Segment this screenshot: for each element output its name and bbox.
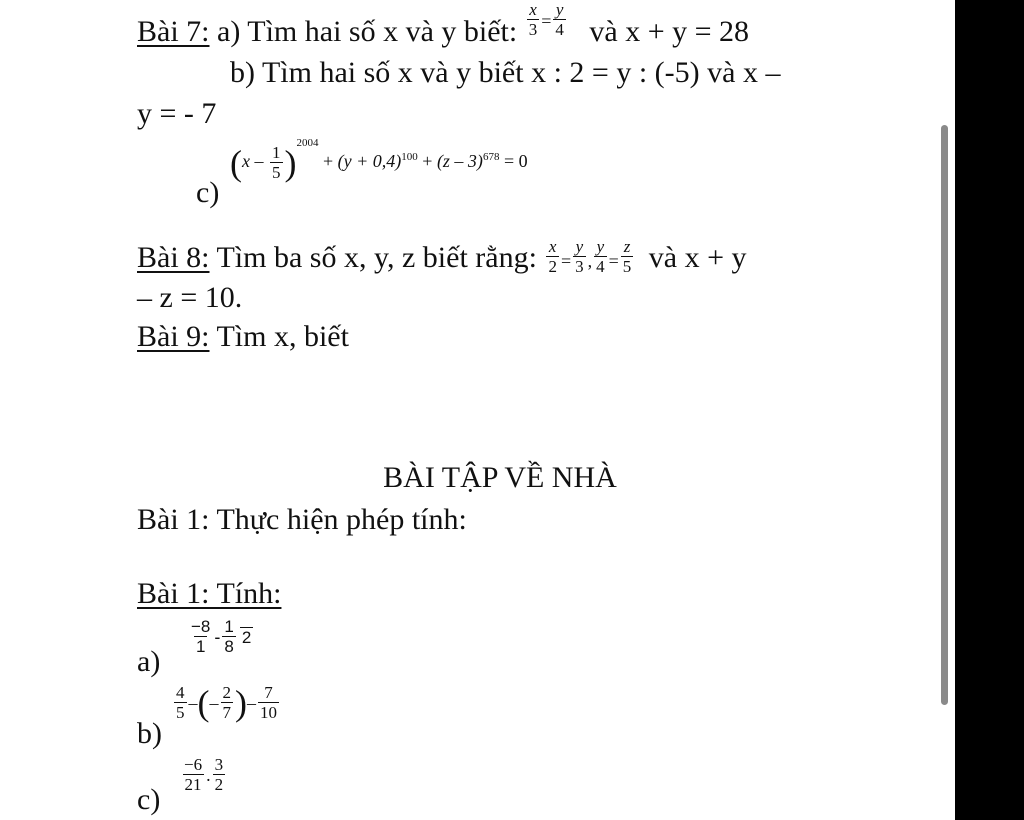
homework-a-frac1: $\frac{-8}{1}$ bbox=[191, 617, 211, 656]
vertical-scrollbar[interactable] bbox=[941, 125, 948, 705]
bai8-label: Bài 8: bbox=[137, 241, 210, 274]
homework-bai1-thuc-hien: Bài 1: Thực hiện phép tính: bbox=[137, 503, 467, 536]
bai7-a-tail: và x + y = 28 bbox=[589, 15, 750, 48]
homework-c-label: c) bbox=[137, 783, 161, 816]
homework-b-frac1: $\frac{4}{5}$ bbox=[176, 683, 185, 722]
bai9-text: Tìm x, biết bbox=[209, 320, 349, 353]
bai8-frac-z5: $\frac{z}{5}$ bbox=[622, 237, 632, 277]
homework-c-frac2: $\frac{3}{2}$ bbox=[214, 755, 224, 794]
bai7-frac-y4: $\frac{y}{4}$ bbox=[555, 0, 564, 40]
bai8-line: Bài 8: Tìm ba số x, y, z biết rằng: $\frac{x}{2}$ = $\frac{y}{3}$ , $\frac{y}{4}$ = $\frac{z}{5}$ và x + y bbox=[137, 237, 747, 277]
homework-b-label: b) bbox=[137, 717, 162, 750]
homework-a-expression: $\frac{-8}{1}$ - $\frac{1}{8}$ 2 bbox=[191, 617, 252, 656]
bai7-c-frac: $\frac{1}{5}$ bbox=[272, 142, 281, 182]
bai8-frac-y3: $\frac{y}{3}$ bbox=[575, 237, 584, 277]
bai7-a-text: a) Tìm hai số x và y biết: bbox=[209, 15, 525, 48]
bai9-line bbox=[137, 320, 349, 354]
bai7-c-label: c) bbox=[196, 176, 220, 209]
bai7-label: Bài 7: bbox=[137, 15, 210, 48]
homework-bai1-tinh: Bài 1: Tính: bbox=[137, 577, 282, 610]
homework-b-expression: $\frac{4}{5}$ –(– $\frac{2}{7}$ )– $\frac{7}{10}$ bbox=[176, 683, 277, 723]
bai8-frac-y4: $\frac{y}{4}$ bbox=[596, 237, 605, 277]
bai8-tail: và x + y bbox=[648, 241, 747, 274]
bai9-label: Bài 9: bbox=[137, 320, 210, 353]
bai7-c-expression: (x – $\frac{1}{5}$ )$^{2004} + (y + 0,4)^{100} + (z - 3)^{678} = 0$ bbox=[230, 137, 528, 183]
homework-a-label: a) bbox=[137, 645, 161, 678]
bai8-cont: – z = 10. bbox=[137, 281, 243, 314]
bai7-line-a: Bài 7: a) Tìm hai số x và y biết: $\frac{x}{3}$ = $\frac{y}{4}$ và x + y = 28 bbox=[137, 0, 750, 48]
homework-a-frac2: $\frac{1}{8}$ bbox=[224, 617, 234, 656]
homework-c-expression: $\frac{-6}{21}$ . $\frac{3}{2}$ bbox=[184, 755, 224, 794]
right-black-band bbox=[955, 0, 1024, 820]
bai7-frac-x3: $\frac{x}{3}$ bbox=[528, 0, 538, 40]
homework-a-frac3: 2 bbox=[241, 628, 252, 647]
homework-b-frac2: $\frac{2}{7}$ bbox=[222, 683, 231, 722]
homework-c-frac1: $\frac{-6}{21}$ bbox=[184, 755, 203, 794]
bai7-line-b: b) Tìm hai số x và y biết x : 2 = y : (-5) và x – bbox=[230, 56, 781, 89]
bai7-line-b-cont: y = - 7 bbox=[137, 97, 217, 130]
bai8-text: Tìm ba số x, y, z biết rằng: bbox=[209, 241, 545, 274]
homework-b-frac3: $\frac{7}{10}$ bbox=[260, 683, 277, 722]
bai8-frac-x2: $\frac{x}{2}$ bbox=[548, 237, 557, 277]
homework-title: BÀI TẬP VỀ NHÀ bbox=[383, 461, 617, 494]
